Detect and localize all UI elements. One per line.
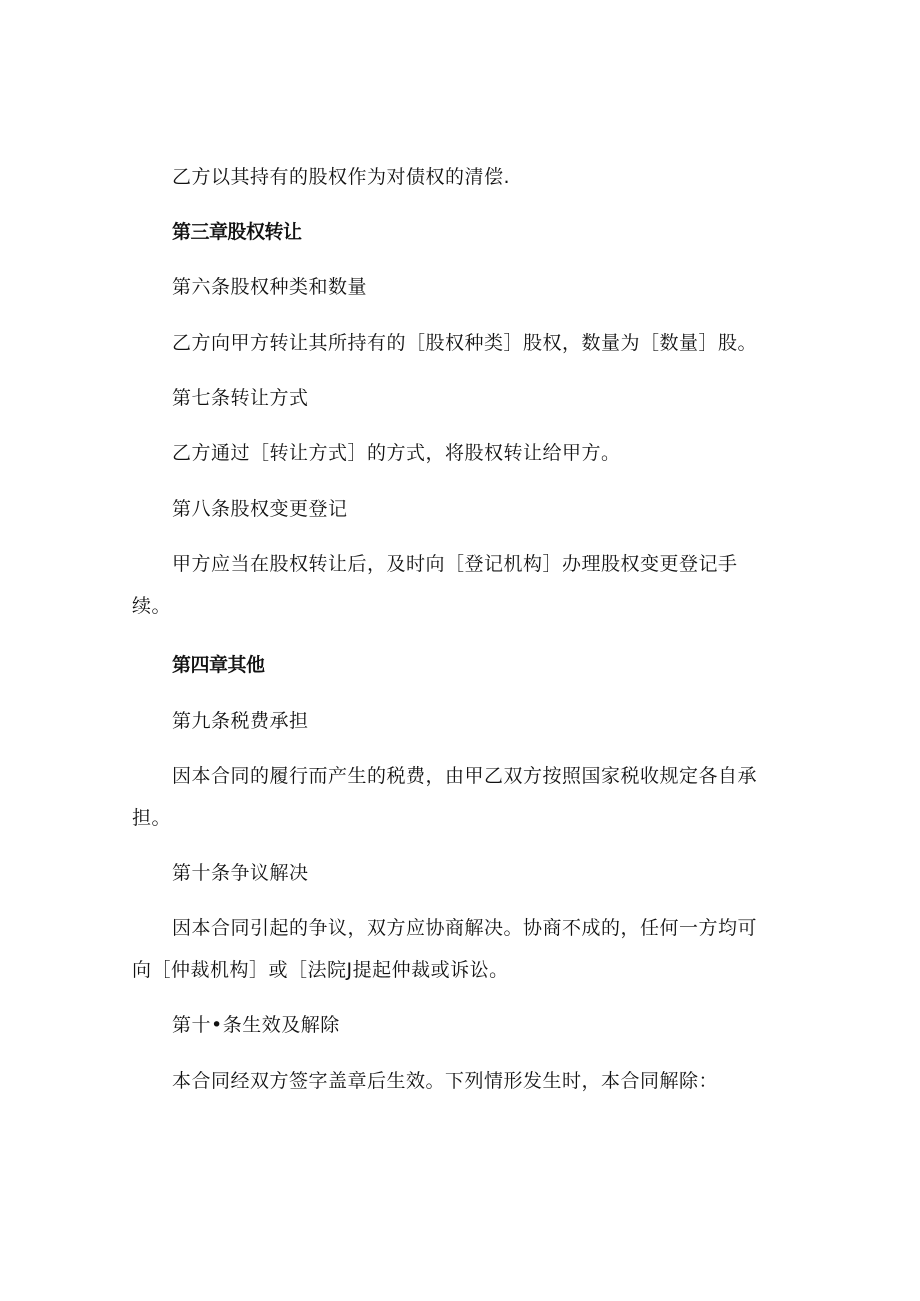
article-6-body: 乙方向甲方转让其所持有的［股权种类］股权，数量为［数量］股。 [172, 332, 758, 354]
chapter-heading-3: 第三章股权转让 [172, 221, 302, 243]
article-heading-8: 第八条股权变更登记 [172, 498, 348, 520]
article-heading-10: 第十条争议解决 [172, 862, 309, 884]
article-9-body-line-2: 担。 [132, 807, 172, 829]
chapter-heading-4: 第四章其他 [172, 654, 265, 676]
article-11-body: 本合同经双方签字盖章后生效。下列情形发生时，本合同解除： [172, 1070, 719, 1092]
article-7-body: 乙方通过［转让方式］的方式，将股权转让给甲方。 [172, 442, 621, 464]
paragraph-debt-settlement: 乙方以其持有的股权作为对债权的清偿. [172, 166, 511, 188]
article-8-body-line-2: 续。 [132, 595, 172, 617]
article-10-body-line-1: 因本合同引起的争议，双方应协商解决。协商不成的，任何一方均可 [172, 917, 758, 939]
article-heading-6: 第六条股权种类和数量 [172, 276, 368, 298]
article-10-body-line-2: 向［仲裁机构］或［法院J提起仲裁或诉讼。 [132, 959, 509, 981]
article-8-body-line-1: 甲方应当在股权转让后，及时向［登记机构］办理股权变更登记手 [172, 553, 738, 575]
article-9-body-line-1: 因本合同的履行而产生的税费，由甲乙双方按照国家税收规定各自承 [172, 765, 758, 787]
article-heading-11: 第十•条生效及解除 [172, 1014, 340, 1036]
article-heading-9: 第九条税费承担 [172, 710, 309, 732]
article-heading-7: 第七条转让方式 [172, 387, 309, 409]
